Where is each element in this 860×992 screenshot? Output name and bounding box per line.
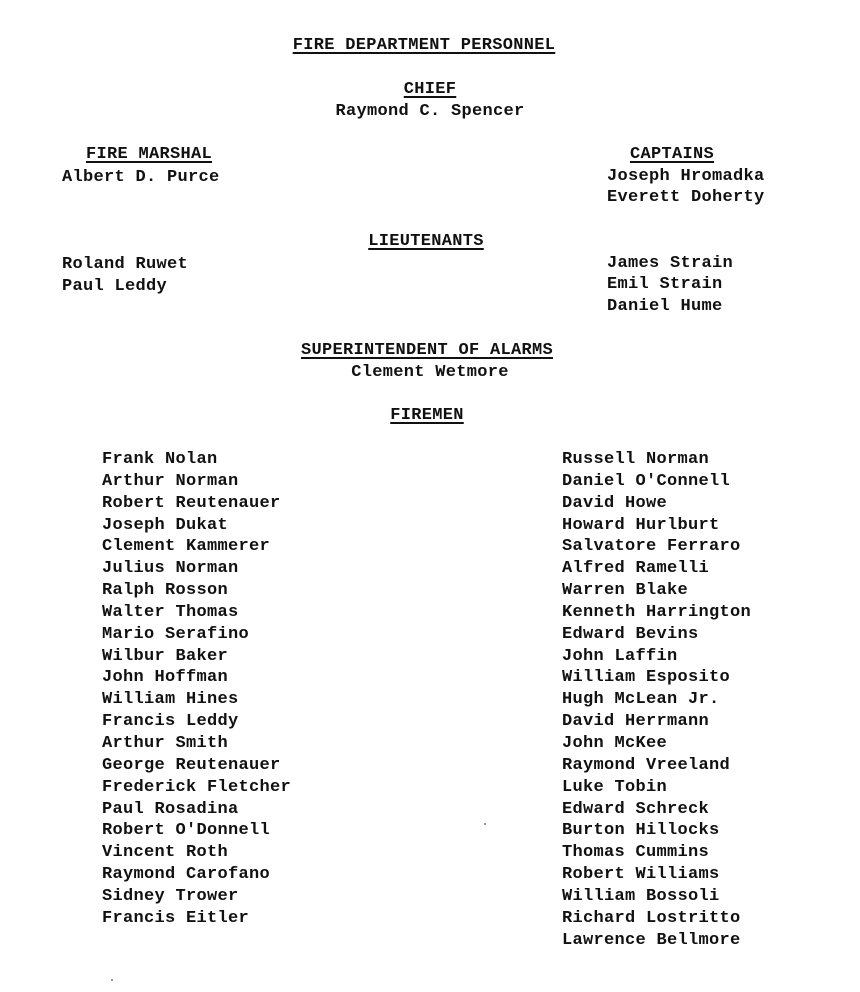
list-item: William Bossoli — [562, 886, 720, 906]
list-item: Russell Norman — [562, 450, 710, 469]
list-item: David Howe — [562, 493, 668, 513]
lieutenant-name: Roland Ruwet — [62, 255, 189, 274]
lieutenant-name: Emil Strain — [607, 275, 723, 294]
list-item: Arthur Smith — [102, 733, 229, 753]
list-item: John McKee — [562, 733, 668, 753]
captain-name: Everett Doherty — [607, 188, 765, 207]
list-item: Paul Rosadina — [102, 799, 239, 819]
chief-heading: CHIEF — [403, 80, 457, 99]
captain-name: Joseph Hromadka — [607, 167, 765, 186]
list-item: Julius Norman — [102, 559, 239, 579]
list-item: William Hines — [102, 690, 239, 710]
list-item: Walter Thomas — [102, 602, 239, 622]
captains-heading: CAPTAINS — [630, 145, 715, 164]
lieutenant-name: James Strain — [607, 254, 734, 273]
page-title: FIRE DEPARTMENT PERSONNEL — [292, 36, 556, 55]
list-item: Francis Eitler — [102, 908, 250, 928]
list-item: Kenneth Harrington — [562, 602, 752, 622]
scan-speck — [484, 823, 486, 825]
list-item: Edward Bevins — [562, 624, 699, 644]
list-item: Salvatore Ferraro — [562, 537, 741, 557]
firemen-list-left — [102, 449, 291, 930]
list-item: Raymond Vreeland — [562, 755, 731, 775]
fire-marshal-heading: FIRE MARSHAL — [86, 145, 213, 164]
list-item: Edward Schreck — [562, 799, 710, 819]
fire-marshal-name: Albert D. Purce — [62, 168, 220, 187]
list-item: Frederick Fletcher — [102, 777, 292, 797]
list-item: Vincent Roth — [102, 843, 229, 863]
list-item: Wilbur Baker — [102, 646, 229, 666]
list-item: Luke Tobin — [562, 777, 668, 797]
firemen-heading: FIREMEN — [390, 406, 464, 425]
list-item: George Reutenauer — [102, 755, 281, 775]
list-item: Thomas Cummins — [562, 843, 710, 863]
lieutenant-name: Daniel Hume — [607, 297, 723, 316]
list-item: Clement Kammerer — [102, 537, 271, 557]
list-item: Burton Hillocks — [562, 821, 720, 841]
list-item: Sidney Trower — [102, 886, 239, 906]
list-item: John Laffin — [562, 646, 678, 666]
list-item: Arthur Norman — [102, 471, 239, 491]
list-item: Robert O'Donnell — [102, 821, 271, 841]
firemen-list-right — [562, 449, 751, 951]
list-item: Mario Serafino — [102, 624, 250, 644]
list-item: Joseph Dukat — [102, 515, 229, 535]
list-item: Ralph Rosson — [102, 581, 229, 601]
list-item: Howard Hurlburt — [562, 515, 720, 535]
scan-speck — [111, 979, 113, 981]
superintendent-name: Clement Wetmore — [351, 363, 509, 382]
list-item: William Esposito — [562, 668, 731, 688]
list-item: David Herrmann — [562, 712, 710, 732]
list-item: Warren Blake — [562, 581, 689, 601]
list-item: Daniel O'Connell — [562, 471, 731, 491]
list-item: Richard Lostritto — [562, 908, 741, 928]
list-item: John Hoffman — [102, 668, 229, 688]
list-item: Frank Nolan — [102, 450, 218, 469]
list-item: Alfred Ramelli — [562, 559, 710, 579]
lieutenant-name: Paul Leddy — [62, 277, 168, 296]
list-item: Robert Reutenauer — [102, 493, 281, 513]
list-item: Robert Williams — [562, 865, 720, 885]
superintendent-heading: SUPERINTENDENT OF ALARMS — [300, 341, 554, 360]
list-item: Raymond Carofano — [102, 865, 271, 885]
list-item: Francis Leddy — [102, 712, 239, 732]
list-item: Lawrence Bellmore — [562, 930, 741, 950]
lieutenants-heading: LIEUTENANTS — [368, 232, 484, 251]
chief-name: Raymond C. Spencer — [335, 102, 525, 121]
list-item: Hugh McLean Jr. — [562, 690, 720, 710]
